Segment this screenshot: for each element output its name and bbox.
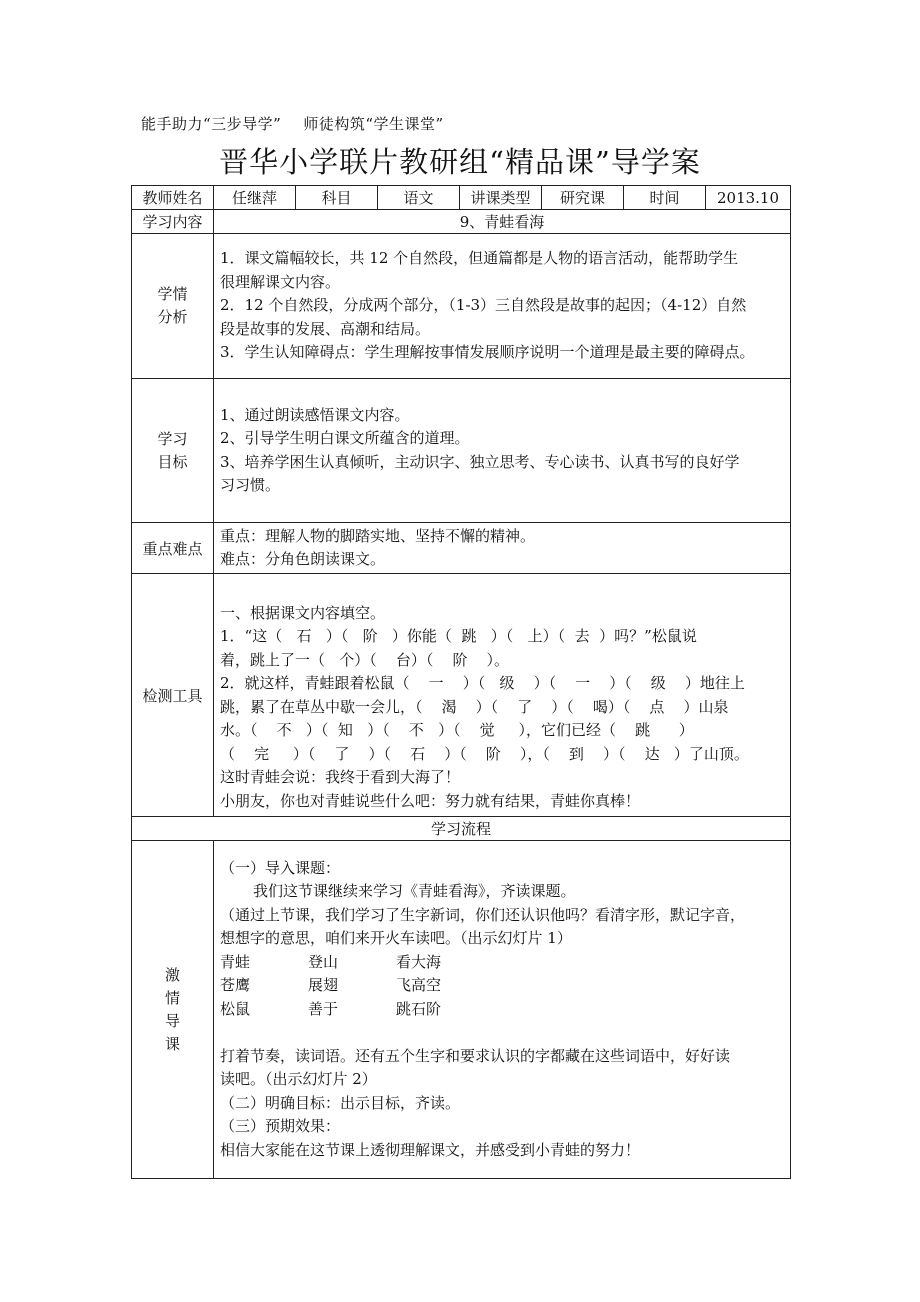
flow-part3-text: 相信大家能在这节课上透彻理解课文，并感受到小青蛙的努力！ xyxy=(220,1140,641,1159)
flow-header: 学习流程 xyxy=(132,817,791,841)
flow-part1-intro: 我们这节课继续来学习《青蛙看海》，齐读课题。 xyxy=(253,882,576,901)
vocab-grid xyxy=(220,951,784,1022)
test-line: 水。（ 不 ）（ 知 ）（ 不 ）（ 觉 ），它们已经（ 跳 ） xyxy=(220,721,694,739)
test-line: （ 完 ）（ 了 ）（ 石 ）（ 阶 ），（ 到 ）（ 达 ）了山顶。 xyxy=(220,744,749,763)
test-row xyxy=(132,574,791,817)
flow-row xyxy=(132,841,791,1179)
test-line: 跳，累了在草丛中歇一会儿，（ 渴 ）（ 了 ）（ 喝）（ 点 ）山泉 xyxy=(220,697,729,716)
test-line: 2．就这样，青蛙跟着松鼠（ 一 ）（ 级 ）（ 一 ）（ 级 ）地往上 xyxy=(220,674,745,692)
vocab-word: 苍鹰 xyxy=(220,976,251,995)
goal-line: 习习惯。 xyxy=(220,476,281,494)
analysis-line: 很理解课文内容。 xyxy=(220,272,341,291)
goals-content xyxy=(214,379,791,523)
flow-part1-line: 想想字的意思，咱们来开火车读吧。（出示幻灯片 1） xyxy=(220,929,572,948)
key-point-line: 难点：分角色朗读课文。 xyxy=(220,550,386,568)
analysis-line: 1．课文篇幅较长，共 12 个自然段，但通篇都是人物的语言活动，能帮助学生 xyxy=(220,249,739,268)
key-points-content xyxy=(214,523,791,574)
vocab-word: 善于 xyxy=(308,999,339,1018)
test-content xyxy=(214,574,791,817)
goal-line: 3、培养学困生认真倾听，主动识字、独立思考、专心读书、认真书写的良好学 xyxy=(220,452,740,471)
test-label: 检测工具 xyxy=(132,574,214,817)
goal-line: 1、通过朗读感悟课文内容。 xyxy=(220,405,410,424)
subject-value: 语文 xyxy=(378,186,460,210)
info-row xyxy=(132,186,791,210)
flow-part3-title: （三）预期效果： xyxy=(220,1117,341,1136)
analysis-content xyxy=(214,234,791,379)
vocab-word: 展翅 xyxy=(308,976,339,995)
vocab-word: 看大海 xyxy=(396,952,442,971)
key-points-label: 重点难点 xyxy=(132,523,214,574)
test-line: 小朋友，你也对青蛙说些什么吧：努力就有结果，青蛙你真棒！ xyxy=(220,791,641,810)
test-line: 一、根据课文内容填空。 xyxy=(220,603,386,622)
flow-part2: （二）明确目标：出示目标，齐读。 xyxy=(220,1093,461,1112)
flow-part1-line: （通过上节课，我们学习了生字新词，你们还认识他吗？看清字形，默记字音， xyxy=(220,905,746,924)
flow-header-row xyxy=(132,817,791,841)
teacher-name: 任继萍 xyxy=(214,186,296,210)
flow-label: 激 情 导 课 xyxy=(132,841,214,1179)
key-point-line: 重点：理解人物的脚踏实地、坚持不懈的精神。 xyxy=(220,526,536,545)
flow-content xyxy=(214,841,791,1179)
goals-row xyxy=(132,379,791,523)
flow-part1-after: 读吧。（出示幻灯片 2） xyxy=(220,1070,377,1089)
test-line: 1．“这（ 石 ）（ 阶 ）你能（ 跳 ）（ 上）（ 去 ）吗？”松鼠说 xyxy=(220,627,697,645)
time-value: 2013.10 xyxy=(706,186,791,210)
goal-line: 2、引导学生明白课文所蕴含的道理。 xyxy=(220,429,470,447)
teacher-label: 教师姓名 xyxy=(132,186,214,210)
vocab-word: 松鼠 xyxy=(220,999,251,1018)
subject-label: 科目 xyxy=(296,186,378,210)
key-points-row xyxy=(132,523,791,574)
document-title: 晋华小学联片教研组“精品课”导学案 xyxy=(219,145,701,179)
motto-right: 师徒构筑“学生课堂” xyxy=(303,115,444,133)
analysis-line: 3．学生认知障碍点：学生理解按事情发展顺序说明一个道理是最主要的障碍点。 xyxy=(220,343,755,362)
lesson-title: 9、青蛙看海 xyxy=(214,210,791,234)
motto-left: 能手助力“三步导学” xyxy=(141,115,282,133)
flow-part1-after: 打着节奏，读词语。还有五个生字和要求认识的字都藏在这些词语中，好好读 xyxy=(220,1046,731,1065)
vocab-word: 跳石阶 xyxy=(396,999,442,1018)
lesson-type-value: 研究课 xyxy=(542,186,624,210)
vocab-word: 登山 xyxy=(308,952,339,971)
lesson-type-label: 讲课类型 xyxy=(460,186,542,210)
time-label: 时间 xyxy=(624,186,706,210)
analysis-line: 段是故事的发展、高潮和结局。 xyxy=(220,319,431,338)
goals-label: 学习 目标 xyxy=(132,379,214,523)
content-row xyxy=(132,210,791,234)
flow-part1-title: （一）导入课题： xyxy=(220,858,341,877)
content-label: 学习内容 xyxy=(132,210,214,234)
test-line: 这时青蛙会说：我终于看到大海了！ xyxy=(220,768,461,786)
motto-line xyxy=(141,113,444,134)
lesson-plan-table xyxy=(131,185,791,1179)
analysis-row xyxy=(132,234,791,379)
test-line: 着，跳上了一（ 个）（ 台）（ 阶 ）。 xyxy=(220,650,510,669)
analysis-label: 学情 分析 xyxy=(132,234,214,379)
vocab-word: 飞高空 xyxy=(396,976,442,995)
analysis-line: 2．12 个自然段，分成两个部分，（1-3）三自然段是故事的起因；（4-12）自然 xyxy=(220,296,747,315)
vocab-word: 青蛙 xyxy=(220,952,251,971)
